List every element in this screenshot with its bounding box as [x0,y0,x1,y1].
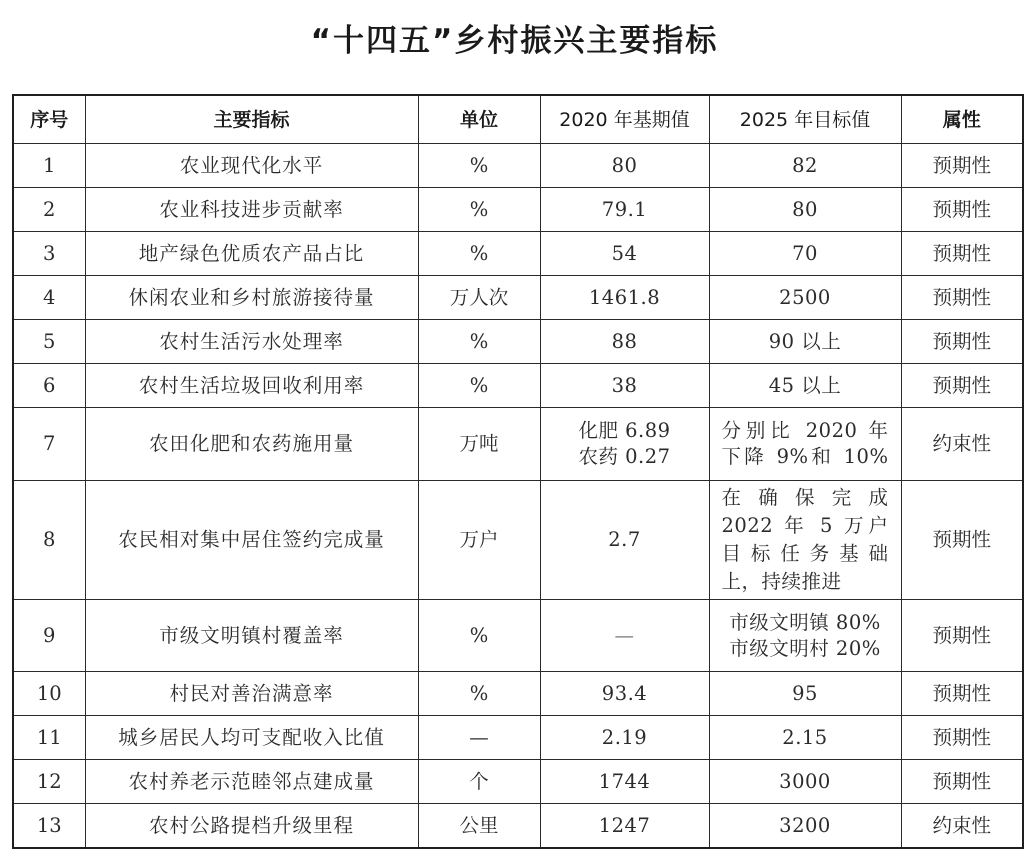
row-target: 95 [709,672,901,716]
row-unit: % [418,364,540,408]
row-attribute: 约束性 [901,408,1023,481]
row-unit: % [418,672,540,716]
row-baseline: 1247 [540,804,709,849]
row-target: 90 以上 [709,320,901,364]
row-target: 2.15 [709,716,901,760]
row-indicator: 休闲农业和乡村旅游接待量 [85,276,418,320]
row-indicator: 市级文明镇村覆盖率 [85,600,418,672]
table-row [13,716,1023,760]
row-attribute: 预期性 [901,320,1023,364]
table-row [13,672,1023,716]
row-indicator: 地产绿色优质农产品占比 [85,232,418,276]
row-index: 2 [13,188,85,232]
row-unit: % [418,600,540,672]
row-indicator: 农民相对集中居住签约完成量 [85,481,418,600]
table-row [13,144,1023,188]
row-target [709,408,901,481]
row-baseline: — [540,600,709,672]
target-line: 2022 年 5 万户 [721,514,889,537]
header-attribute: 属性 [901,95,1023,144]
baseline-line: 化肥 6.89 [578,419,671,442]
row-unit: % [418,144,540,188]
baseline-line: 农药 0.27 [578,445,671,468]
table-row [13,320,1023,364]
row-indicator: 农村生活污水处理率 [85,320,418,364]
row-indicator: 农村生活垃圾回收利用率 [85,364,418,408]
row-index: 7 [13,408,85,481]
row-target: 80 [709,188,901,232]
row-baseline: 1744 [540,760,709,804]
target-line: 目标任务基础 [721,542,889,565]
row-baseline: 80 [540,144,709,188]
page-title: “十四五”乡村振兴主要指标 [310,23,719,59]
row-indicator: 农田化肥和农药施用量 [85,408,418,481]
row-attribute: 预期性 [901,760,1023,804]
row-unit: 万人次 [418,276,540,320]
row-index: 9 [13,600,85,672]
row-unit: 公里 [418,804,540,849]
row-index: 5 [13,320,85,364]
row-target: 82 [709,144,901,188]
row-baseline [540,408,709,481]
row-unit: % [418,320,540,364]
target-line: 下降 9%和 10% [721,445,889,468]
row-target: 70 [709,232,901,276]
header-baseline: 2020 年基期值 [540,95,709,144]
header-index: 序号 [13,95,85,144]
row-index: 8 [13,481,85,600]
row-target [709,600,901,672]
row-target: 2500 [709,276,901,320]
row-attribute: 预期性 [901,716,1023,760]
row-indicator: 农业现代化水平 [85,144,418,188]
row-baseline: 79.1 [540,188,709,232]
row-index: 13 [13,804,85,849]
row-baseline: 54 [540,232,709,276]
indicators-table [12,94,1024,849]
row-indicator: 农业科技进步贡献率 [85,188,418,232]
target-line: 市级文明镇 80% [729,610,881,634]
row-index: 11 [13,716,85,760]
row-target: 3000 [709,760,901,804]
row-attribute: 预期性 [901,481,1023,600]
table-row [13,600,1023,672]
row-index: 12 [13,760,85,804]
header-target: 2025 年目标值 [709,95,901,144]
row-baseline: 2.19 [540,716,709,760]
target-line: 在确保完成 [721,486,889,509]
target-line: 分别比 2020 年 [721,419,889,442]
header-unit: 单位 [418,95,540,144]
row-baseline: 38 [540,364,709,408]
row-baseline: 1461.8 [540,276,709,320]
row-index: 4 [13,276,85,320]
row-target: 45 以上 [709,364,901,408]
table-row [13,188,1023,232]
row-unit: 万户 [418,481,540,600]
row-attribute: 预期性 [901,144,1023,188]
row-attribute: 预期性 [901,364,1023,408]
row-attribute: 预期性 [901,232,1023,276]
row-attribute: 预期性 [901,672,1023,716]
row-unit: 个 [418,760,540,804]
table-row [13,408,1023,481]
row-attribute: 预期性 [901,276,1023,320]
row-baseline: 88 [540,320,709,364]
row-indicator: 农村养老示范睦邻点建成量 [85,760,418,804]
row-attribute: 预期性 [901,188,1023,232]
target-line: 市级文明村 20% [729,636,881,660]
row-index: 6 [13,364,85,408]
row-unit: 万吨 [418,408,540,481]
row-indicator: 村民对善治满意率 [85,672,418,716]
row-index: 3 [13,232,85,276]
row-baseline: 2.7 [540,481,709,600]
table-header-row [13,95,1023,144]
row-indicator: 城乡居民人均可支配收入比值 [85,716,418,760]
row-target: 3200 [709,804,901,849]
row-baseline: 93.4 [540,672,709,716]
row-attribute: 约束性 [901,804,1023,849]
table-row [13,232,1023,276]
table-row [13,481,1023,600]
row-attribute: 预期性 [901,600,1023,672]
row-unit: % [418,232,540,276]
row-target [709,481,901,600]
row-index: 1 [13,144,85,188]
target-line: 上，持续推进 [721,570,842,593]
header-indicator: 主要指标 [85,95,418,144]
table-row [13,804,1023,849]
row-unit: — [418,716,540,760]
table-row [13,276,1023,320]
row-index: 10 [13,672,85,716]
table-row [13,364,1023,408]
table-row [13,760,1023,804]
row-unit: % [418,188,540,232]
row-indicator: 农村公路提档升级里程 [85,804,418,849]
